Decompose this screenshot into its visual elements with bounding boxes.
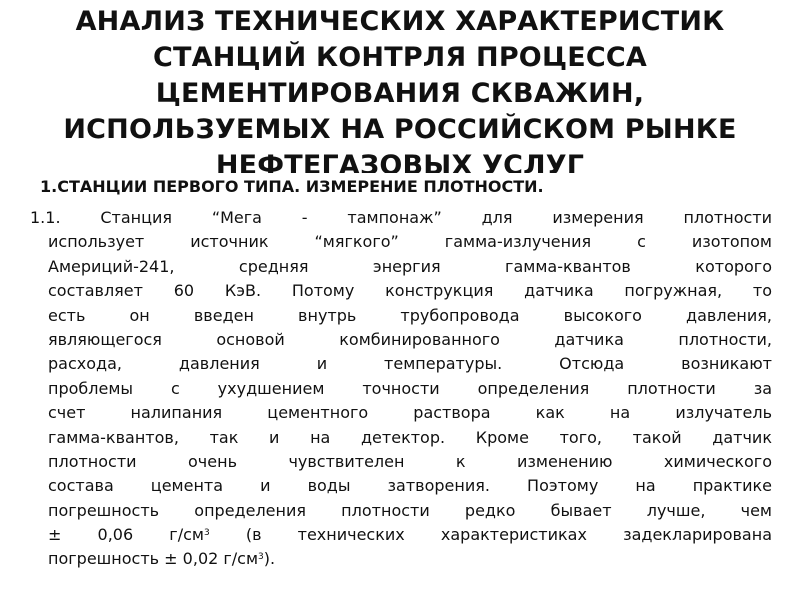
- superscript-3: 3: [203, 528, 210, 539]
- body-paragraph: [30, 206, 772, 572]
- line15-after: ).: [263, 549, 276, 569]
- title-line-3: ЦЕМЕНТИРОВАНИЯ СКВАЖИН,: [155, 78, 645, 109]
- body-line: являющегося основой комбинированного датчика плотности,: [48, 329, 772, 349]
- title-line-2: СТАНЦИЙ КОНТРЛЯ ПРОЦЕССА: [153, 42, 647, 73]
- body-line: есть он введен внутрь трубопровода высокого давления,: [48, 305, 772, 325]
- slide-title: [20, 4, 780, 173]
- title-line-4: ИСПОЛЬЗУЕМЫХ НА РОССИЙСКОМ РЫНКЕ: [63, 114, 737, 145]
- body-line: состава цемента и воды затворения. Поэтому на практике: [48, 476, 772, 496]
- superscript-3: 3: [258, 552, 264, 563]
- line14-after: (в технических характеристиках задекларирована: [209, 525, 772, 545]
- body-line: проблемы с ухудшением точности определения плотности за: [48, 378, 772, 398]
- body-line: [30, 523, 772, 547]
- body-line: 1.1. Станция “Мега - тампонаж” для измерения плотности: [30, 208, 772, 227]
- body-line: составляет 60 КэВ. Потому конструкция датчика погружная, то: [48, 281, 772, 301]
- body-line: счет налипания цементного раствора как на излучатель: [48, 403, 772, 423]
- line14-before: ± 0,06 г/см: [48, 525, 204, 545]
- line15-before: погрешность ± 0,02 г/см: [48, 549, 259, 569]
- body-line: [30, 547, 772, 571]
- body-line: Америций-241, средняя энергия гамма-квантов которого: [48, 256, 772, 276]
- body-line: погрешность определения плотности редко бывает лучше, чем: [48, 500, 772, 520]
- section-heading: 1.СТАНЦИИ ПЕРВОГО ТИПА. ИЗМЕРЕНИЕ ПЛОТНОСТИ.: [40, 177, 544, 196]
- body-line: расхода, давления и температуры. Отсюда возникают: [48, 354, 772, 374]
- body-line: использует источник “мягкого” гамма-излучения с изотопом: [48, 232, 772, 252]
- body-line: плотности очень чувствителен к изменению химического: [48, 451, 772, 471]
- title-line-1: АНАЛИЗ ТЕХНИЧЕСКИХ ХАРАКТЕРИСТИК: [75, 6, 725, 37]
- title-line-5: НЕФТЕГАЗОВЫХ УСЛУГ: [215, 150, 585, 173]
- body-line: гамма-квантов, так и на детектор. Кроме того, такой датчик: [48, 427, 772, 447]
